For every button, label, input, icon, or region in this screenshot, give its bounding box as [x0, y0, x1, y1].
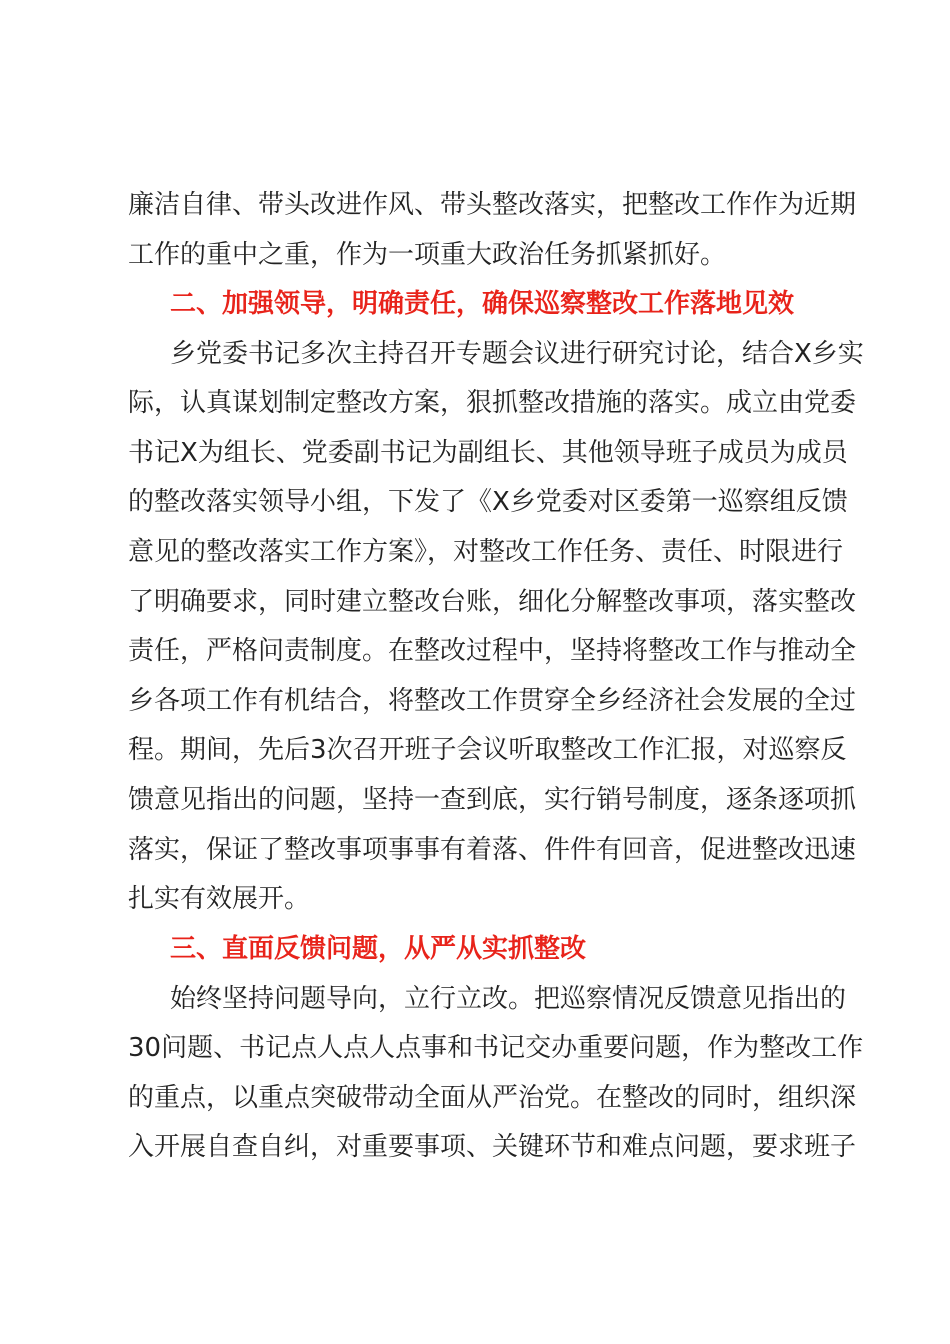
- paragraph-line: 扎实有效展开。: [128, 884, 311, 915]
- paragraph-line: 乡各项工作有机结合，将整改工作贯穿全乡经济社会发展的全过: [128, 685, 857, 716]
- paragraph-line: 责任，严格问责制度。在整改过程中，坚持将整改工作与推动全: [128, 636, 857, 667]
- paragraph-line: 程。期间，先后3次召开班子会议听取整改工作汇报，对巡察反: [128, 735, 847, 766]
- paragraph-line: 落实，保证了整改事项事事有着落、件件有回音，促进整改迅速: [128, 834, 857, 865]
- paragraph-line: 30问题、书记点人点人点事和书记交办重要问题，作为整改工作: [128, 1033, 864, 1064]
- paragraph-line: 了明确要求，同时建立整改台账，细化分解整改事项，落实整改: [128, 586, 857, 617]
- paragraph-line: 入开展自查自纠，对重要事项、关键环节和难点问题，要求班子: [128, 1132, 857, 1163]
- opening-paragraph: [128, 181, 857, 280]
- paragraph-line: 乡党委书记多次主持召开专题会议进行研究讨论，结合X乡实: [170, 338, 864, 369]
- paragraph-line: 馈意见指出的问题，坚持一查到底，实行销号制度，逐条逐项抓: [128, 784, 857, 815]
- paragraph-line: 的重点，以重点突破带动全面从严治党。在整改的同时，组织深: [128, 1082, 857, 1113]
- paragraph-line: 意见的整改落实工作方案》，对整改工作任务、责任、时限进行: [128, 536, 844, 567]
- section-2-heading: 二、加强领导，明确责任，确保巡察整改工作落地见效: [170, 289, 795, 319]
- paragraph-line: 书记X为组长、党委副书记为副组长、其他领导班子成员为成员: [128, 437, 848, 468]
- paragraph-line: 际，认真谋划制定整改方案，狠抓整改措施的落实。成立由党委: [128, 388, 857, 419]
- paragraph-line: 的整改落实领导小组，下发了《X乡党委对区委第一巡察组反馈: [128, 487, 848, 518]
- paragraph-line: 始终坚持问题导向，立行立改。把巡察情况反馈意见指出的: [170, 983, 847, 1014]
- paragraph-line: 工作的重中之重，作为一项重大政治任务抓紧抓好。: [128, 239, 727, 270]
- section-2: [128, 280, 864, 925]
- paragraph-line: 廉洁自律、带头改进作风、带头整改落实，把整改工作作为近期: [128, 190, 857, 220]
- section-3-heading: 三、直面反馈问题，从严从实抓整改: [170, 934, 587, 964]
- section-3: [128, 925, 864, 1173]
